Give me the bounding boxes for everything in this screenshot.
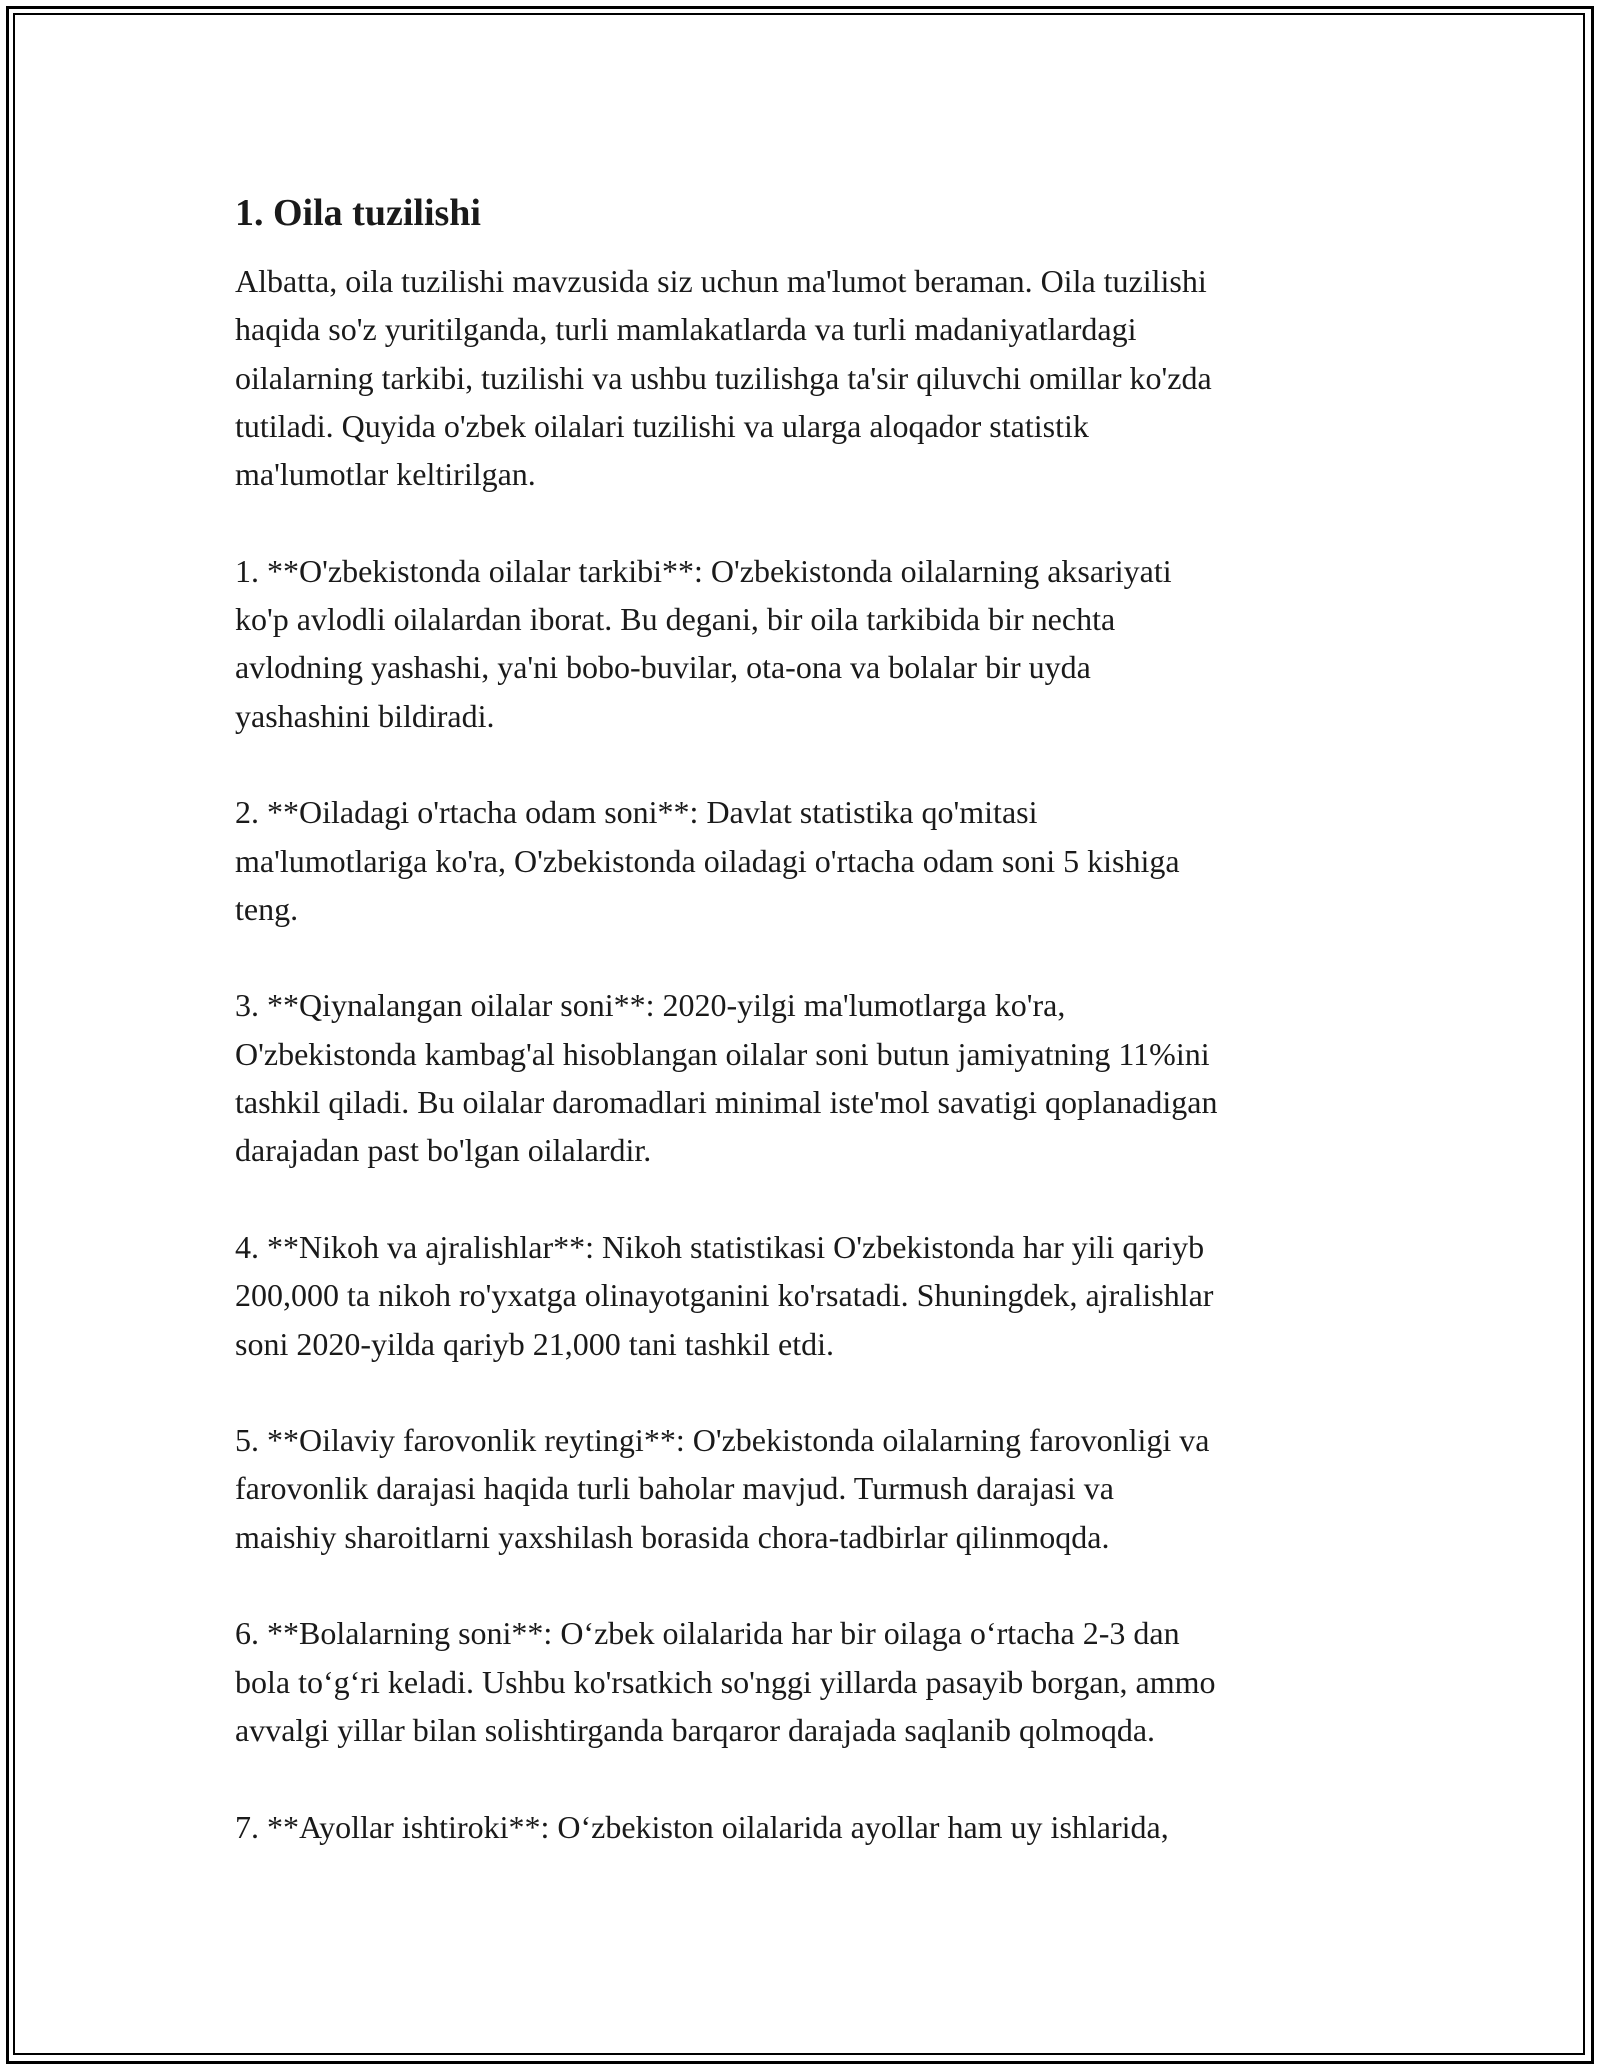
list-item-poor-families: 3. **Qiynalangan oilalar soni**: 2020-yilgi ma'lumotlarga ko'ra, O'zbekistonda kambag'al hisoblangan oilalar soni butun jamiyatning 11%ini tashkil qiladi. Bu oilalar daromadlari minimal iste'mol savatigi qoplanadigan darajadan past bo'lgan oilalardir. (235, 987, 1218, 1169)
list-item-wellbeing-rating: 5. **Oilaviy farovonlik reytingi**: O'zbekistonda oilalarning farovonligi va farovonlik darajasi haqida turli baholar mavjud. Turmush darajasi va maishiy sharoitlarni yaxshilash borasida chora-tadbirlar qilinmoqda. (235, 1422, 1210, 1555)
list-item-number-of-children: 6. **Bolalarning soni**: O‘zbek oilalarida har bir oilaga o‘rtacha 2-3 dan bola to‘g‘ri keladi. Ushbu ko'rsatkich so'nggi yillarda pasayib borgan, ammo avvalgi yillar bilan solishtirganda barqaror darajada saqlanib qolmoqda. (235, 1615, 1216, 1748)
document-body (235, 187, 1385, 1851)
list-item-average-household-size: 2. **Oiladagi o'rtacha odam soni**: Davlat statistika qo'mitasi ma'lumotlariga ko'ra, O'zbekistonda oiladagi o'rtacha odam soni 5 kishiga teng. (235, 794, 1180, 927)
list-item-women-participation: 7. **Ayollar ishtiroki**: O‘zbekiston oilalarida ayollar ham uy ishlarida, (235, 1808, 1169, 1845)
intro-paragraph: Albatta, oila tuzilishi mavzusida siz uchun ma'lumot beraman. Oila tuzilishi haqida so'z yuritilganda, turli mamlakatlarda va turli madaniyatlardagi oilalarning tarkibi, tuzilishi va ushbu tuzilishga ta'sir qiluvchi omillar ko'zda tutiladi. Quyida o'zbek oilalari tuzilishi va ularga aloqador statistik ma'lumotlar keltirilgan. (235, 263, 1212, 493)
list-item-family-composition: 1. **O'zbekistonda oilalar tarkibi**: O'zbekistonda oilalarning aksariyati ko'p avlodli oilalardan iborat. Bu degani, bir oila tarkibida bir nechta avlodning yashashi, ya'ni bobo-buvilar, ota-ona va bolalar bir uyda yashashini bildiradi. (235, 552, 1172, 734)
list-item-marriage-divorce: 4. **Nikoh va ajralishlar**: Nikoh statistikasi O'zbekistonda har yili qariyb 200,000 ta nikoh ro'yxatga olinayotganini ko'rsatadi. Shuningdek, ajralishlar soni 2020-yilda qariyb 21,000 tani tashkil etdi. (235, 1228, 1214, 1362)
section-heading: 1. Oila tuzilishi (235, 192, 481, 234)
